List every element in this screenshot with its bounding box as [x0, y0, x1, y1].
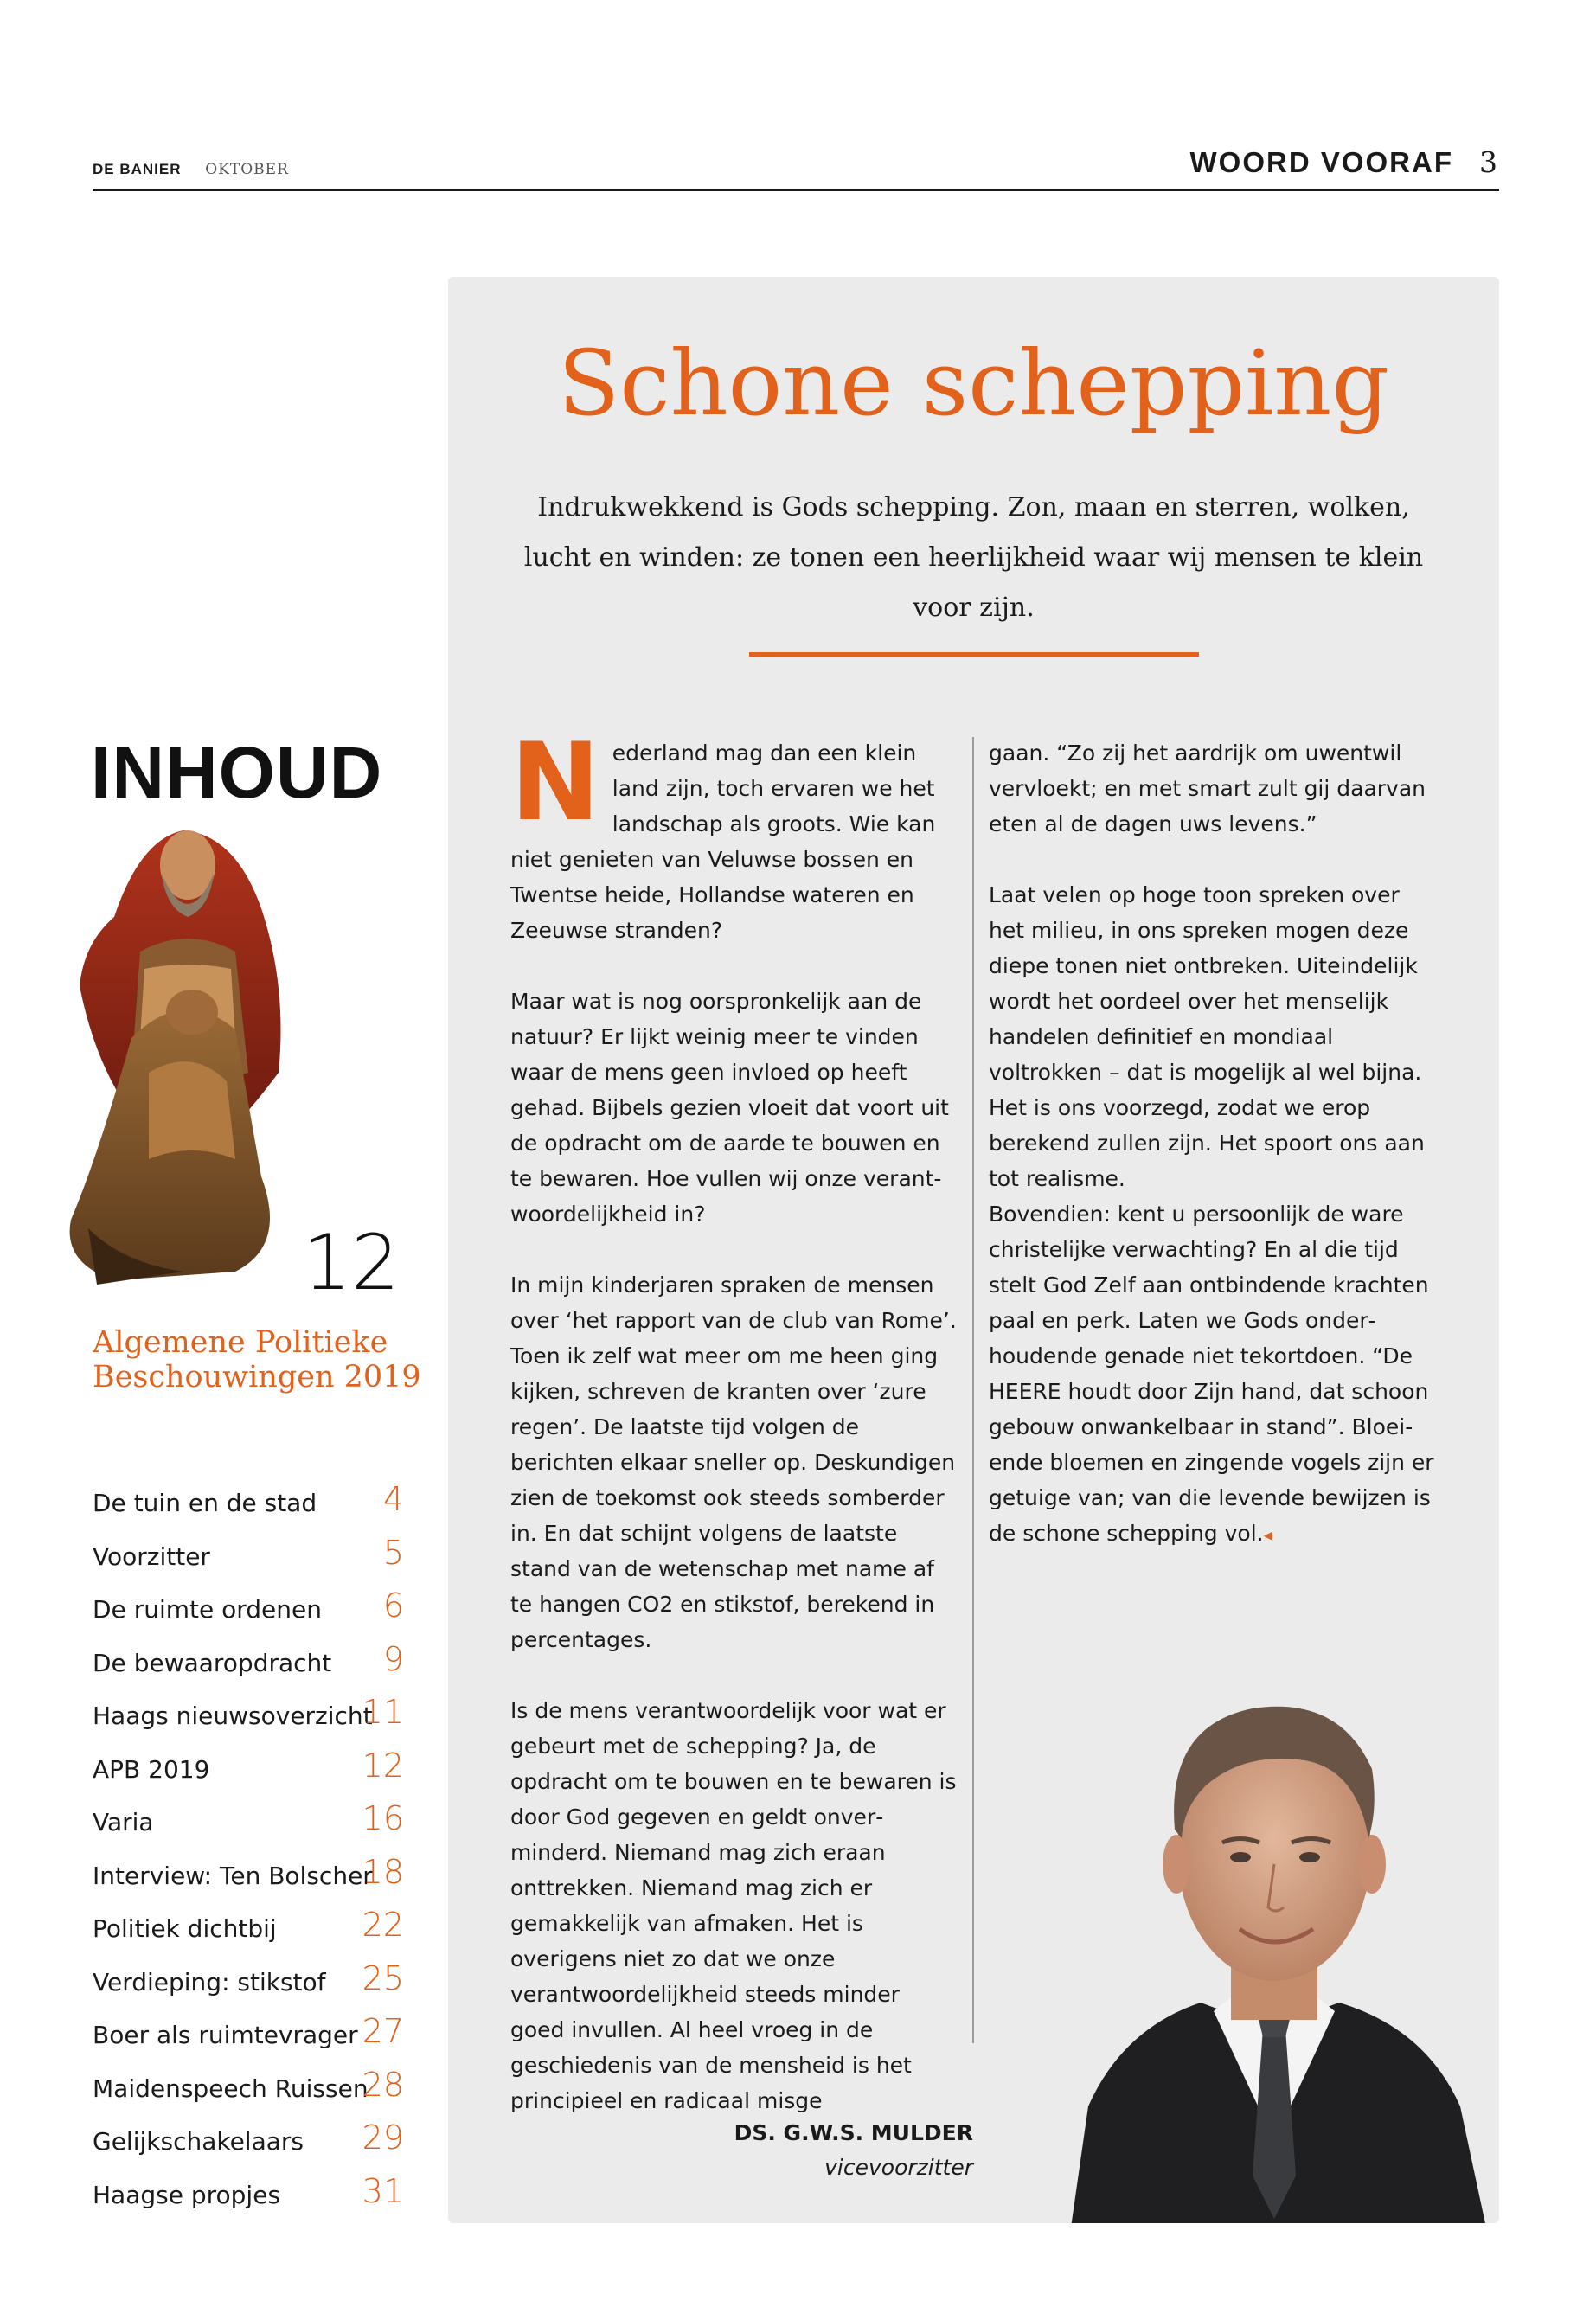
column-divider — [972, 737, 974, 2043]
toc-label: De bewaaropdracht — [93, 1648, 332, 1677]
toc-page: 6 — [382, 1586, 404, 1625]
paragraph: gaan. “Zo zij het aardrijk om uwentwil vervloekt; en met smart zult gij daarvan eten al de dagen uws levens.” — [989, 740, 1426, 836]
toc-page: 31 — [362, 2171, 404, 2210]
author-role: vicevoorzitter — [824, 2155, 973, 2180]
feature-page-number: 12 — [303, 1218, 400, 1307]
end-mark-icon: ◂ — [1263, 1524, 1272, 1545]
toc-item[interactable] — [93, 1693, 404, 1752]
author-byline — [734, 2116, 973, 2185]
section-header — [1190, 145, 1499, 179]
section-title: WOORD VOORAF — [1189, 146, 1453, 178]
toc-item[interactable] — [93, 1480, 404, 1539]
paragraph: In mijn kinderjaren spraken de mensen over ‘het rapport van de club van Rome’. Toen ik zelf wat meer om me heen ging kijken, schreven de kranten over ‘zure regen’. De laatste tijd volgen de berichten elkaar sneller op. Deskundigen zien de toekomst ook steeds somberder in. En dat schijnt volgens de laatste stand van de wetenschap met name af te hangen CO2 en stikstof, berekend in percentages. — [510, 1272, 957, 1652]
toc-label: Gelijkschakelaars — [93, 2127, 304, 2156]
toc-page: 22 — [362, 1906, 404, 1944]
toc-item[interactable] — [93, 2012, 404, 2071]
toc-item[interactable] — [93, 1906, 404, 1965]
paragraph: Is de mens verantwoordelijk voor wat er gebeurt met de schepping? Ja, de opdracht om te bouwen en te bewaren is door God gegeven en geldt onverminderd. Niemand mag zich eraan onttrekken. Niemand mag zich er gemakkelijk van afmaken. Het is overigens niet zo dat we onze verantwoordelijkheid steeds minder goed invullen. Al heel vroeg in de geschiedenis van de mensheid is het principieel en radicaal misge — [510, 1698, 957, 2113]
article-column-2 — [989, 735, 1439, 1553]
magazine-name: DE BANIER — [93, 161, 182, 177]
contents-heading: INHOUD — [91, 732, 383, 813]
issue-month: OKTOBER — [205, 161, 289, 178]
page-number: 3 — [1479, 145, 1499, 179]
toc-label: De tuin en de stad — [93, 1489, 317, 1517]
toc-page: 18 — [362, 1852, 404, 1891]
toc-page: 5 — [382, 1533, 404, 1572]
toc-page: 27 — [362, 2012, 404, 2050]
title-divider — [749, 652, 1199, 657]
toc-item[interactable] — [93, 1958, 404, 2018]
feature-title — [93, 1325, 456, 1394]
toc-item[interactable] — [93, 1746, 404, 1805]
toc-label: APB 2019 — [93, 1754, 210, 1784]
toc-item[interactable] — [93, 1533, 404, 1593]
toc-item[interactable] — [93, 2171, 404, 2231]
running-header — [93, 161, 289, 178]
article-intro: Indrukwekkend is Gods schepping. Zon, maan en sterren, wolken, lucht en winden: ze tonen een heerlijkheid waar wij mensen te klein voor zijn. — [523, 492, 1424, 623]
article-title: Schone schepping — [558, 330, 1389, 436]
paragraph: Bovendien: kent u persoonlijk de ware christelijke verwachting? En al die tijd stelt God Zelf aan ontbindende krachten paal en perk. Laten we Gods onderhoudende genade niet tekortdoen. “De HEERE houdt door Zijn hand, dat schoon gebouw onwankelbaar in stand”. Bloeiende bloemen en zingende vogels zijn er getuige van; van die levende bewijzen is de schone schepping vol. — [989, 1202, 1434, 1546]
toc-page: 12 — [362, 1746, 404, 1785]
article-panel — [448, 277, 1499, 2223]
author-portrait — [1054, 1622, 1499, 2223]
toc-item[interactable] — [93, 1639, 404, 1699]
drop-cap: N — [510, 721, 600, 845]
toc-item[interactable] — [93, 2118, 404, 2177]
toc-label: Haags nieuwsoverzicht — [93, 1702, 373, 1730]
toc-page: 25 — [362, 1958, 404, 1997]
paragraph: ederland mag dan een klein land zijn, toch ervaren we het landschap als groots. Wie kan niet genieten van Veluwse bossen en Twentse heide, Hollandse wateren en Zeeuwse stranden? — [510, 740, 936, 943]
toc-label: Verdieping: stikstof — [93, 1967, 326, 1997]
toc-label: Voorzitter — [93, 1541, 210, 1571]
header-divider — [93, 189, 1499, 191]
toc-label: Boer als ruimtevrager — [93, 2021, 358, 2049]
toc-label: Politiek dichtbij — [93, 1914, 277, 1943]
table-of-contents — [93, 1480, 404, 2230]
toc-item[interactable] — [93, 1852, 404, 1912]
toc-page: 4 — [382, 1480, 404, 1518]
paragraph: Maar wat is nog oorspronkelijk aan de natuur? Er lijkt weinig meer te vinden waar de mens geen invloed op heeft gehad. Bijbels gezien vloeit dat voort uit de opdracht om de aarde te bouwen en te bewaren. Hoe vullen wij onze verantwoordelijkheid in? — [510, 989, 949, 1227]
toc-item[interactable] — [93, 1586, 404, 1645]
toc-label: Interview: Ten Bolscher — [93, 1861, 373, 1890]
toc-item[interactable] — [93, 2065, 404, 2125]
toc-page: 11 — [362, 1693, 404, 1731]
feature-title-line: Beschouwingen 2019 — [93, 1360, 421, 1394]
toc-label: Maidenspeech Ruissen — [93, 2073, 369, 2103]
toc-label: Varia — [93, 1808, 154, 1836]
article-column-1 — [510, 721, 960, 2118]
toc-page: 9 — [382, 1639, 404, 1678]
paragraph: Laat velen op hoge toon spreken over het milieu, in ons spreken mogen deze diepe tonen niet ontbreken. Uiteindelijk wordt het oordeel over het menselijk handelen definitief en mondiaal voltrokken – dat is mogelijk al wel bijna. Het is ons voorzegd, zodat we erop berekend zullen zijn. Het spoort ons aan tot realisme. — [989, 882, 1425, 1191]
feature-title-line: Algemene Politieke — [93, 1325, 388, 1360]
toc-page: 29 — [362, 2118, 404, 2157]
author-name: DS. G.W.S. MULDER — [734, 2120, 973, 2145]
toc-page: 28 — [362, 2065, 404, 2104]
toc-label: Haagse propjes — [93, 2180, 281, 2209]
toc-page: 16 — [362, 1799, 404, 1837]
toc-label: De ruimte ordenen — [93, 1595, 322, 1624]
feature-painting — [62, 813, 313, 1289]
toc-item[interactable] — [93, 1799, 404, 1858]
